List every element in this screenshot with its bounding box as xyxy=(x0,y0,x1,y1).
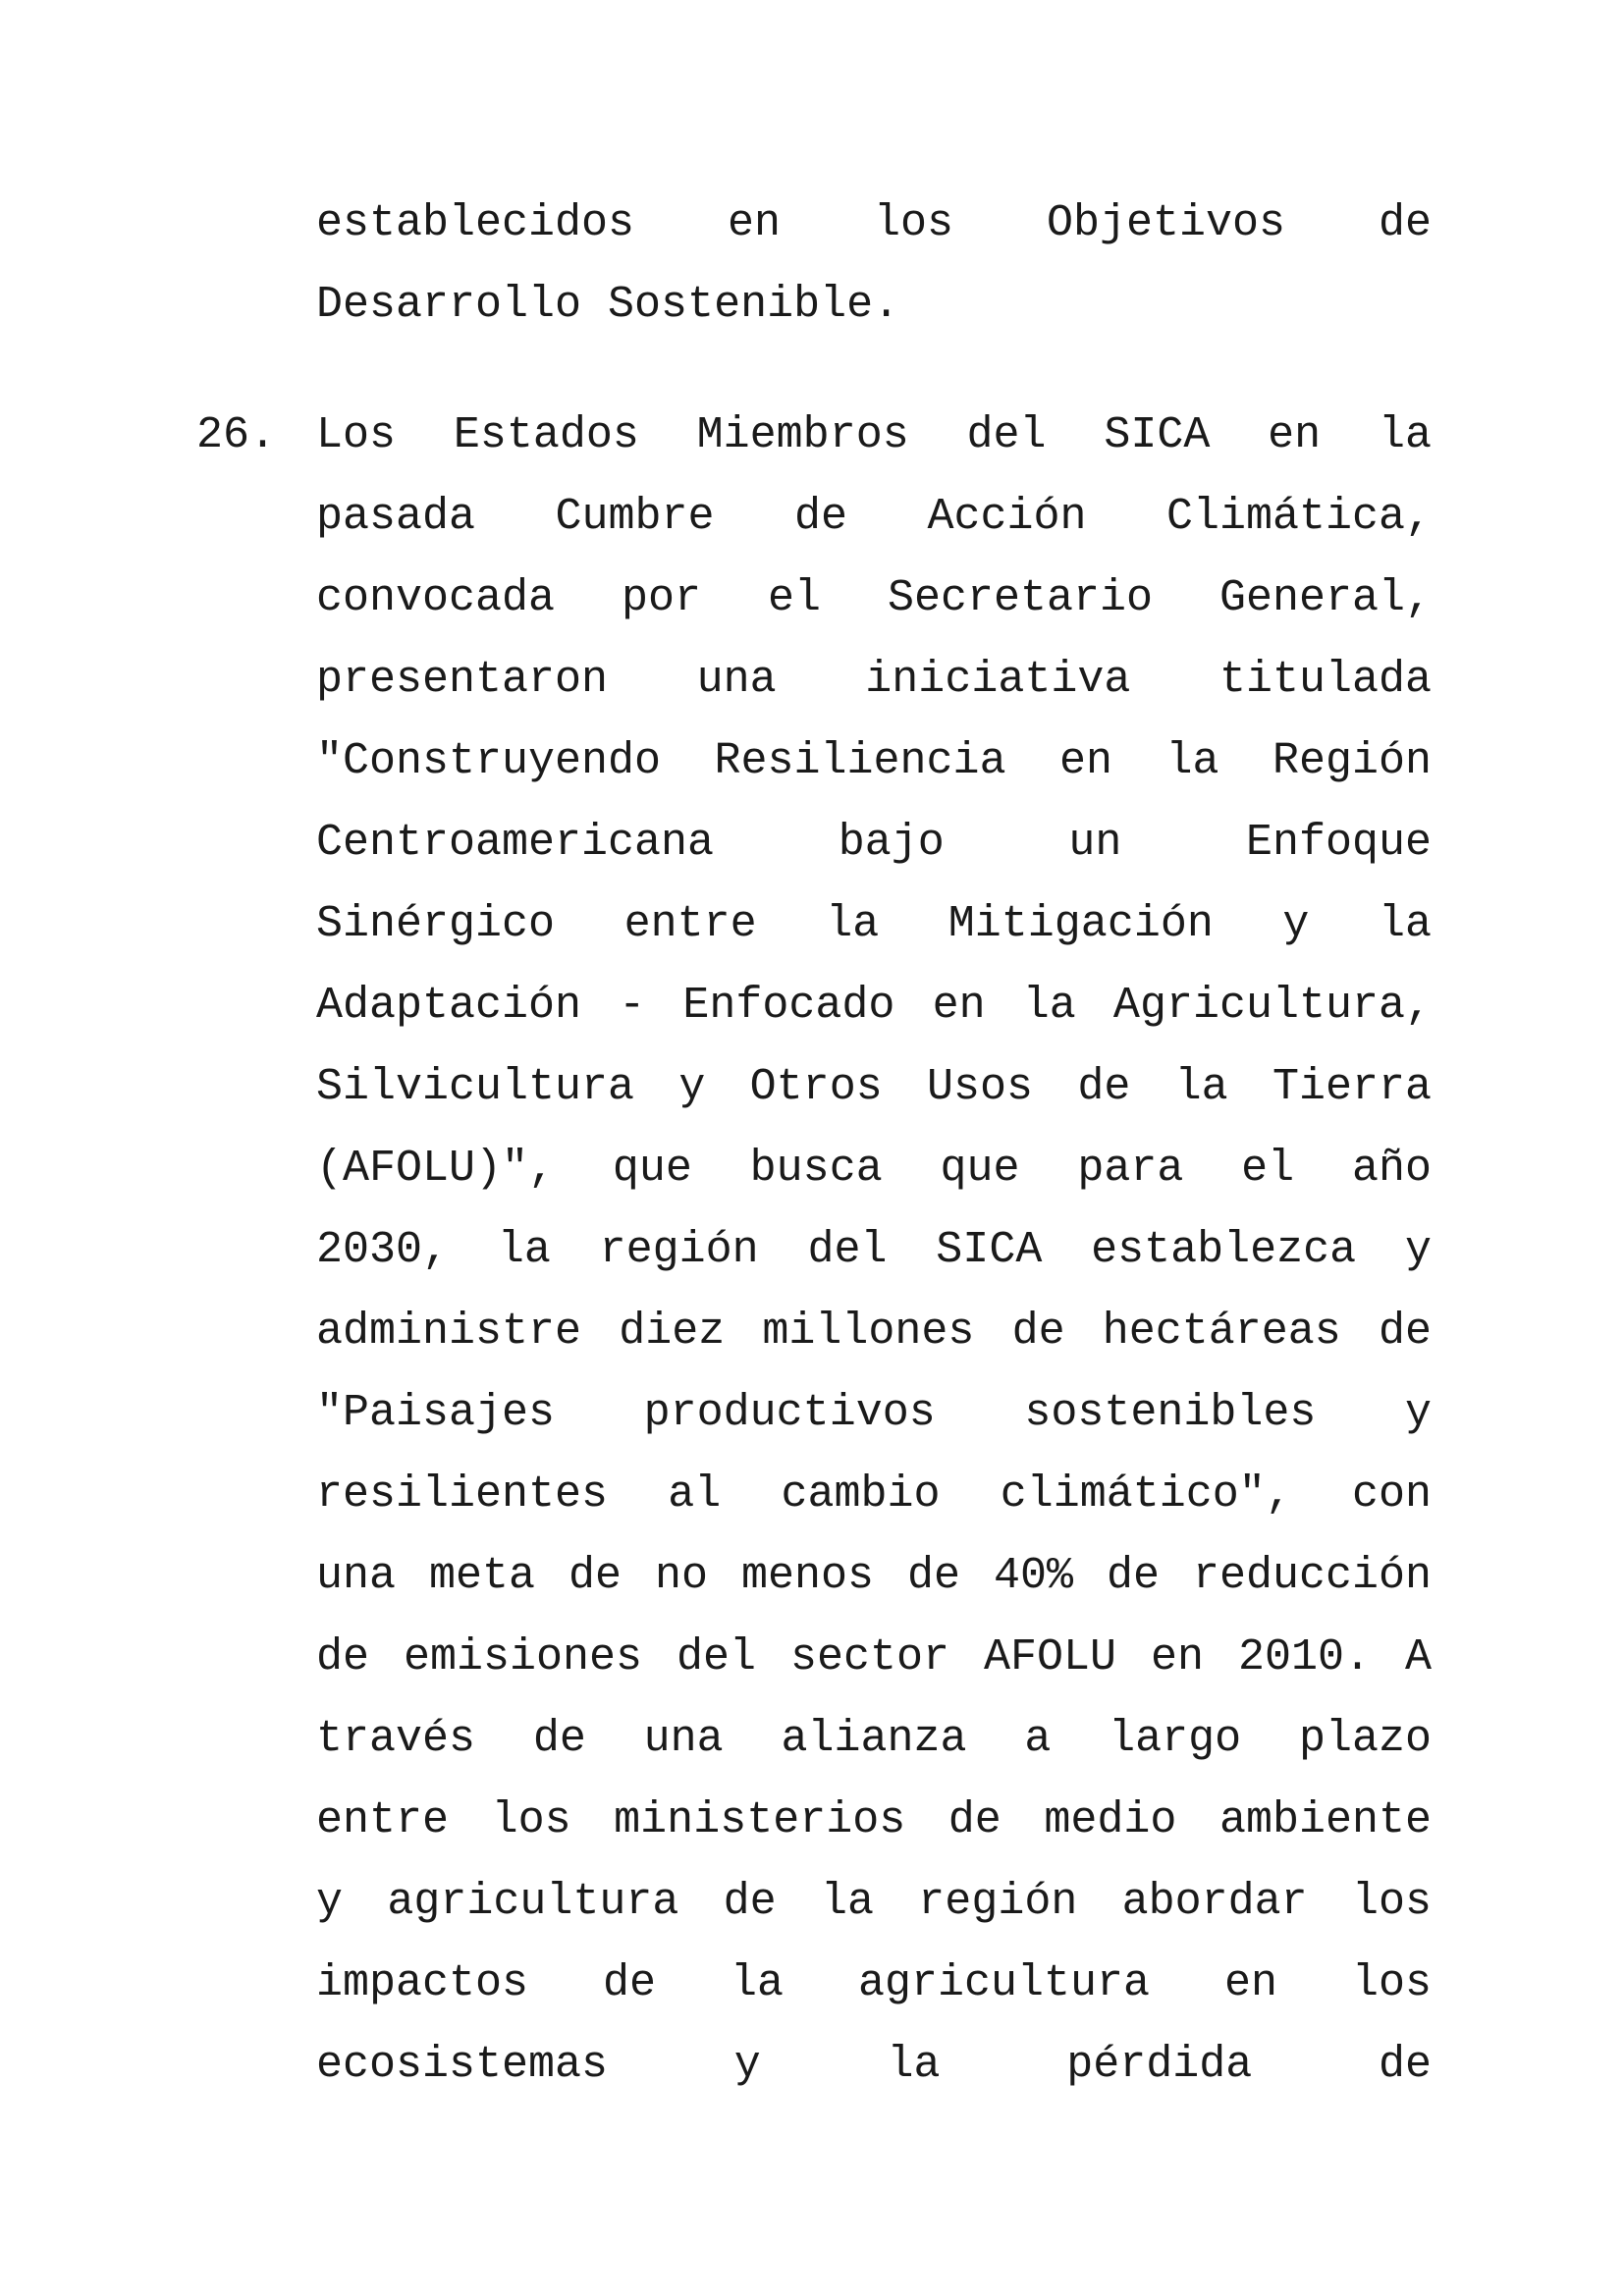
continued-paragraph xyxy=(316,183,1432,346)
paragraph-line: impactos de la agricultura en los xyxy=(316,1958,1432,2008)
paragraph-line: presentaron una iniciativa titulada xyxy=(316,655,1432,705)
paragraph-line: ecosistemas y la pérdida de xyxy=(316,2040,1432,2090)
paragraph-26 xyxy=(316,395,1432,2106)
paragraph-line: (AFOLU)", que busca que para el año xyxy=(316,1144,1432,1194)
paragraph-line: Sinérgico entre la Mitigación y la xyxy=(316,899,1432,949)
paragraph-line: "Construyendo Resiliencia en la Región xyxy=(316,736,1432,786)
paragraph-line: establecidos en los Objetivos de xyxy=(316,198,1432,248)
paragraph-line: administre diez millones de hectáreas de xyxy=(316,1307,1432,1357)
paragraph-line: 2030, la región del SICA establezca y xyxy=(316,1225,1432,1275)
paragraph-line: convocada por el Secretario General, xyxy=(316,573,1432,623)
paragraph-line: Adaptación - Enfocado en la Agricultura, xyxy=(316,981,1432,1031)
paragraph-line: "Paisajes productivos sostenibles y xyxy=(316,1388,1432,1438)
paragraph-line: Los Estados Miembros del SICA en la xyxy=(316,410,1432,460)
paragraph-line: y agricultura de la región abordar los xyxy=(316,1877,1432,1927)
paragraph-line: entre los ministerios de medio ambiente xyxy=(316,1795,1432,1845)
paragraph-line: través de una alianza a largo plazo xyxy=(316,1714,1432,1764)
paragraph-line: una meta de no menos de 40% de reducción xyxy=(316,1551,1432,1601)
paragraph-line: resilientes al cambio climático", con xyxy=(316,1469,1432,1520)
paragraph-line: pasada Cumbre de Acción Climática, xyxy=(316,492,1432,542)
paragraph-line: Silvicultura y Otros Usos de la Tierra xyxy=(316,1062,1432,1112)
paragraph-number: 26. xyxy=(196,410,277,460)
paragraph-line: Desarrollo Sostenible. xyxy=(316,280,900,330)
paragraph-line: Centroamericana bajo un Enfoque xyxy=(316,818,1432,868)
paragraph-line: de emisiones del sector AFOLU en 2010. A xyxy=(316,1632,1432,1682)
